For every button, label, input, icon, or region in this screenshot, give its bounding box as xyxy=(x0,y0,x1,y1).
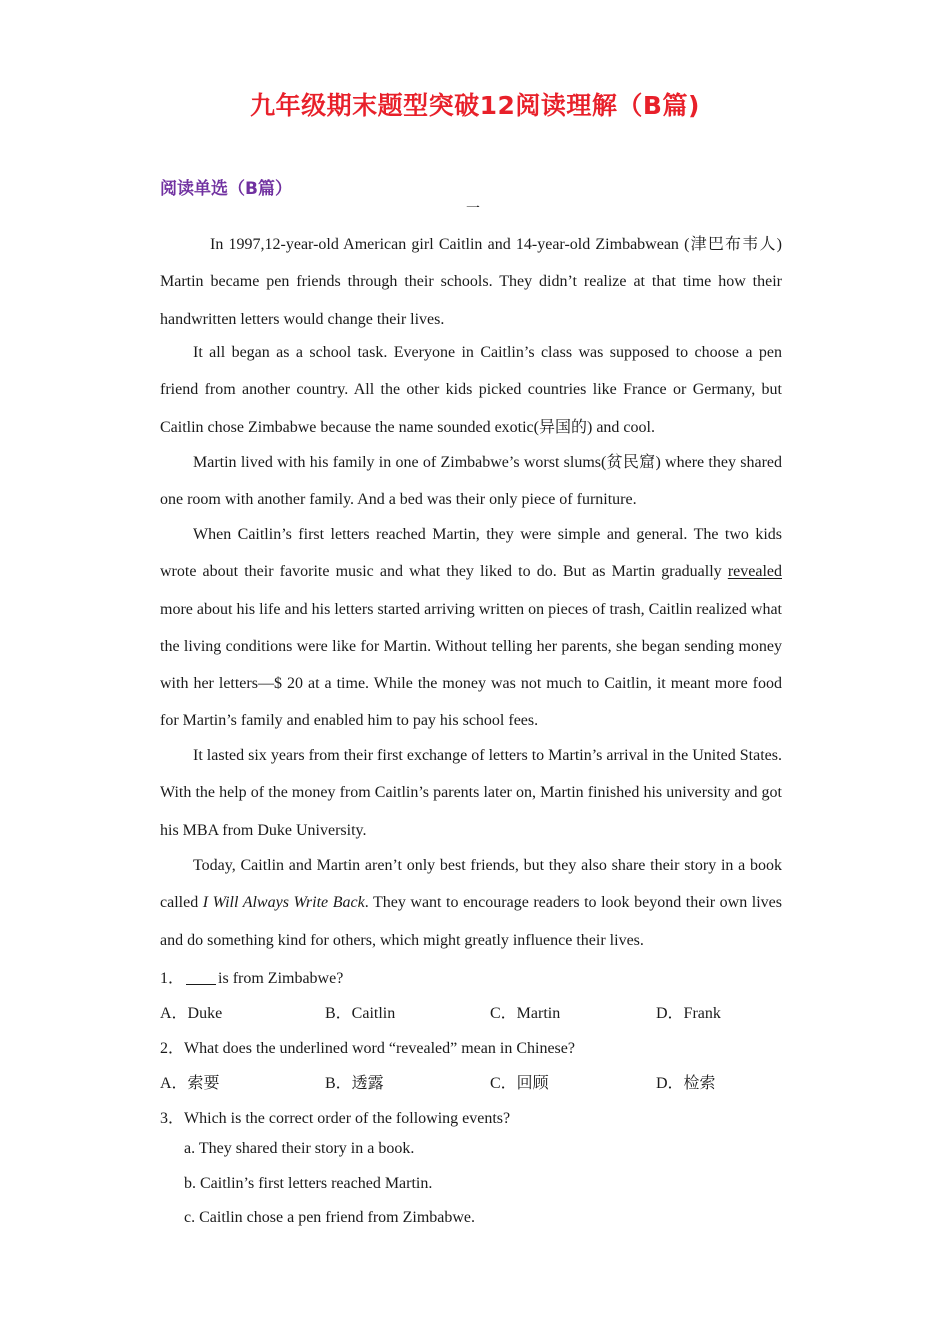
paragraph-6 xyxy=(160,847,782,959)
q1-option-a: A．Duke xyxy=(160,1005,223,1022)
paragraph-3: Martin lived with his family in one of Zimbabwe’s worst slums(贫民窟) where they shared one room with another family. And a bed was their only piece of furniture. xyxy=(160,454,782,509)
question-2 xyxy=(160,1035,575,1058)
passage-body-5 xyxy=(160,737,782,849)
q1-option-c: C．Martin xyxy=(490,1005,561,1022)
question-1-text: is from Zimbabwe? xyxy=(218,970,344,987)
paragraph-4 xyxy=(160,516,782,740)
q1-option-b: B．Caitlin xyxy=(325,1005,396,1022)
question-2-number: 2． xyxy=(160,1040,185,1057)
q1-option-d: D．Frank xyxy=(656,1005,721,1022)
passage-body-4 xyxy=(160,516,782,740)
passage-number: 一 xyxy=(466,201,480,217)
paragraph-6-text-a: Today, Caitlin and Martin aren’t only best friends, but they also share their story in a book called xyxy=(160,857,782,912)
question-3-text: Which is the correct order of the following events? xyxy=(184,1110,511,1127)
passage-body xyxy=(160,226,782,338)
question-1 xyxy=(160,965,343,988)
q2-option-d: D．检索 xyxy=(656,1075,716,1092)
q2-option-a: A．索要 xyxy=(160,1075,220,1092)
question-3-number: 3． xyxy=(160,1110,185,1127)
paragraph-5: It lasted six years from their first exchange of letters to Martin’s arrival in the United States. With the help of the money from Caitlin’s parents later on, Martin finished his university and got his MBA from Duke University. xyxy=(160,747,782,839)
section-heading: 阅读单选（B篇） xyxy=(160,179,292,199)
q3-event-c: c. Caitlin chose a pen friend from Zimbabwe. xyxy=(184,1209,476,1226)
q3-event-a: a. They shared their story in a book. xyxy=(184,1140,415,1157)
question-2-text: What does the underlined word “revealed” mean in Chinese? xyxy=(184,1040,575,1057)
document-title: 九年级期末题型突破12阅读理解（B篇) xyxy=(250,91,700,120)
paragraph-1: In 1997,12-year-old American girl Caitlin and 14-year-old Zimbabwean (津巴布韦人) Martin became pen friends through their schools. They didn’t realize at that time how their handwritten letters would change their lives. xyxy=(160,236,782,328)
paragraph-4-text-a: When Caitlin’s first letters reached Martin, they were simple and general. The two kids wrote about their favorite music and what they liked to do. But as Martin gradually xyxy=(160,526,782,581)
passage-body-2 xyxy=(160,334,782,446)
q2-option-b: B．透露 xyxy=(325,1075,384,1092)
answer-blank xyxy=(186,970,216,985)
book-title: I Will Always Write Back xyxy=(202,894,365,912)
q3-event-b: b. Caitlin’s first letters reached Martin. xyxy=(184,1175,433,1192)
question-1-number: 1． xyxy=(160,970,185,987)
question-3 xyxy=(160,1105,510,1128)
paragraph-2: It all began as a school task. Everyone in Caitlin’s class was supposed to choose a pen friend from another country. All the other kids picked countries like France or Germany, but Caitlin chose Zimbabwe because the name sounded exotic(异国的) and cool. xyxy=(160,344,782,436)
passage-body-3 xyxy=(160,444,782,519)
q2-option-c: C．回顾 xyxy=(490,1075,549,1092)
paragraph-4-text-b: more about his life and his letters started arriving written on pieces of trash, Caitlin realized what the living conditions were like for Martin. Without telling her parents, she began sending money with her letters—$ 20 at a time. While the money was not much to Caitlin, it meant more food for Martin’s family and enabled him to pay his school fees. xyxy=(160,600,782,730)
paragraph-6-text-b: . They want to encourage readers to look beyond their own lives and do something kind for others, which might greatly influence their lives. xyxy=(160,894,782,949)
passage-body-6 xyxy=(160,847,782,959)
underlined-word-revealed: revealed xyxy=(727,563,782,581)
